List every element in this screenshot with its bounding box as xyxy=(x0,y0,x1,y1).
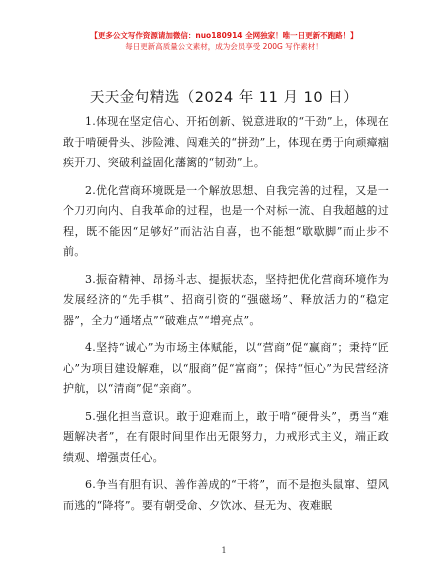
paragraph-2: 2.优化营商环境既是一个解放思想、自我完善的过程，又是一个刀刃向内、自我革命的过程，也是一个对标一流、自我超越的过程，既不能因“足够好”而沾沾自喜，也不能想“歇歇脚”而止步不前。 xyxy=(63,183,389,258)
paragraph-1: 1.体现在坚定信心、开拓创新、锐意进取的“干劲”上，体现在敢于啃硬骨头、涉险滩、闯难关的“拼劲”上，体现在勇于向顽瘴痼疾开刀、突破利益固化藩篱的“韧劲”上。 xyxy=(63,115,389,169)
paragraph-6: 6.争当有胆有识、善作善成的“干将”，而不是抱头鼠窜、望风而逃的“降将”。要有朝受命、夕饮冰、昼无为、夜难眠 xyxy=(63,478,389,512)
banner-line-1: 【更多公文写作资源请加微信：nuo180914 全网独家！唯一日更新不跑路！】 xyxy=(90,31,358,40)
document-body xyxy=(63,112,389,523)
page-number: 1 xyxy=(221,546,227,555)
paragraph-3: 3.振奋精神、昂扬斗志、提振状态，坚持把优化营商环境作为发展经济的“先手棋”、招商引资的“强磁场”、释放活力的“稳定器”，全力“通堵点”“破难点”“增亮点”。 xyxy=(63,272,389,327)
document-title: 天天金句精选（2024 年 11 月 10 日） xyxy=(89,90,359,106)
banner-line-2: 每日更新高质量公文素材，成为会员享受 200G 写作素材！ xyxy=(125,42,323,51)
paragraph-5: 5.强化担当意识。敢于迎难而上，敢于啃“硬骨头”，勇当“难题解决者”，在有限时间里作出无限努力，力戒形式主义，端正政绩观、增强责任心。 xyxy=(63,409,389,464)
header-banner xyxy=(0,30,448,52)
paragraph-4: 4.坚持“诚心”为市场主体赋能，以“营商”促“赢商”；秉持“匠心”为项目建设解难，以“服商”促“富商”；保持“恒心”为民营经济护航，以“清商”促“亲商”。 xyxy=(63,341,389,395)
